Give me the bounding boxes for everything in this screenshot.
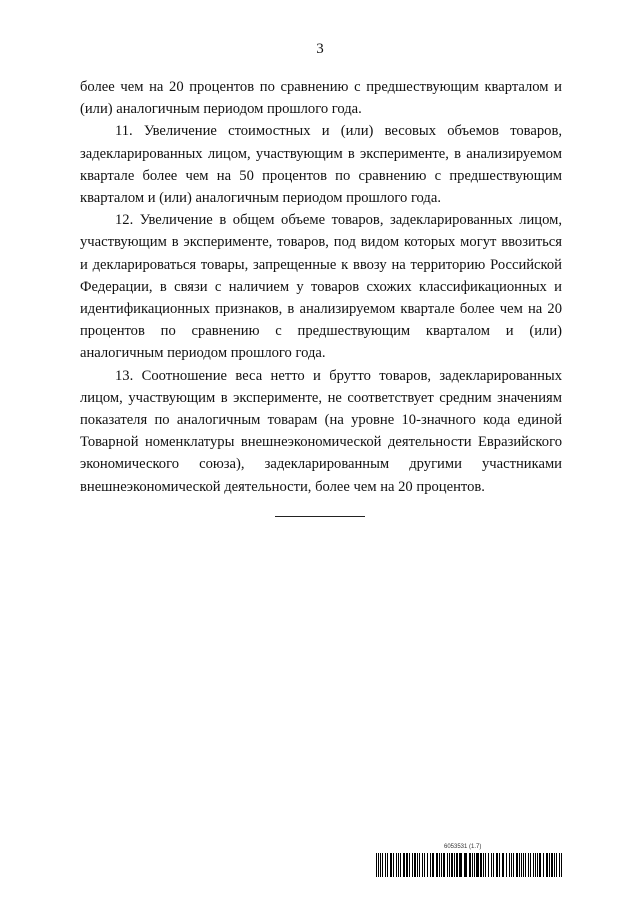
barcode-bar (556, 853, 557, 877)
barcode-bar (378, 853, 379, 877)
barcode-bar (519, 853, 520, 877)
barcode-bar (491, 853, 492, 877)
barcode-bar (376, 853, 377, 877)
document-code: 6053531 (1.7) (444, 844, 482, 850)
barcode-bar (390, 853, 392, 877)
barcode-bar (412, 853, 413, 877)
barcode-bar (398, 853, 399, 877)
barcode-bar (551, 853, 553, 877)
barcode-bar (496, 853, 498, 877)
barcode-bar (432, 853, 434, 877)
barcode-bar (456, 853, 458, 877)
barcode-bar (476, 853, 479, 877)
barcode-bar (409, 853, 410, 877)
barcode-bar (535, 853, 536, 877)
barcode-bar (396, 853, 397, 877)
barcode-bar (554, 853, 555, 877)
barcode-bar (380, 853, 381, 877)
barcode-bar (521, 853, 522, 877)
barcode-bar (543, 853, 544, 877)
barcode-bar (539, 853, 541, 877)
barcode-bar (385, 853, 386, 877)
barcode-bar (424, 853, 425, 877)
barcode-bar (403, 853, 405, 877)
barcode-bar (549, 853, 550, 877)
barcode-bar (474, 853, 475, 877)
barcode-bar (449, 853, 450, 877)
barcode-bar (472, 853, 473, 877)
barcode-bar (511, 853, 512, 877)
barcode-bar (506, 853, 507, 877)
barcode-bar (393, 853, 394, 877)
barcode-bar (419, 853, 420, 877)
end-divider-line (275, 516, 365, 517)
barcode-bar (387, 853, 388, 877)
barcode-bar (406, 853, 408, 877)
paragraph-item-11: 11. Увеличение стоимостных и (или) весовых объемов товаров, задекларированных лицом, участвующим в эксперименте, в анализируемом квартале более чем на 50 процентов по сравнению с предшествующим кварталом и (или) аналогичным периодом прошлого года. (80, 123, 562, 207)
barcode-bar (528, 853, 529, 877)
barcode-bar (469, 853, 471, 877)
paragraph-item-13: 13. Соотношение веса нетто и брутто товаров, задекларированных лицом, участвующим в эксперименте, не соответствует средним значениям показателя по аналогичным товарам (на уровне 10-значного кода единой Товарной номенклатуры внешнеэкономической деятельности Евразийского экономического союза), задекларированным другими участниками внешнеэкономической деятельности, более чем на 20 процентов. (80, 367, 562, 495)
barcode-bar (400, 853, 401, 877)
barcode-bar (382, 853, 383, 877)
barcode-bar (513, 853, 514, 877)
barcode-bar (464, 853, 467, 877)
barcode-bar (414, 853, 416, 877)
barcode-bar (439, 853, 440, 877)
barcode-bar (447, 853, 448, 877)
barcode-bar (436, 853, 438, 877)
barcode-bar (451, 853, 453, 877)
barcode (376, 853, 562, 877)
document-body (80, 76, 562, 498)
barcode-bar (441, 853, 442, 877)
barcode-bar (443, 853, 445, 877)
barcode-bar (533, 853, 534, 877)
barcode-bar (427, 853, 428, 877)
page-number: 3 (316, 41, 324, 57)
barcode-bar (480, 853, 482, 877)
barcode-bar (417, 853, 418, 877)
paragraph-continuation: более чем на 20 процентов по сравнению с предшествующим кварталом и (или) аналогичным периодом прошлого года. (80, 79, 562, 118)
barcode-bar (454, 853, 455, 877)
barcode-bar (493, 853, 494, 877)
barcode-bar (499, 853, 500, 877)
barcode-bar (483, 853, 484, 877)
barcode-bar (422, 853, 423, 877)
barcode-bar (488, 853, 489, 877)
barcode-bar (525, 853, 526, 877)
barcode-bar (546, 853, 548, 877)
barcode-bar (559, 853, 560, 877)
barcode-bar (523, 853, 524, 877)
barcode-bar (530, 853, 531, 877)
barcode-bar (537, 853, 538, 877)
barcode-bar (430, 853, 431, 877)
barcode-bar (561, 853, 562, 877)
barcode-bar (502, 853, 504, 877)
barcode-bar (509, 853, 510, 877)
barcode-bar (485, 853, 486, 877)
paragraph-item-12: 12. Увеличение в общем объеме товаров, задекларированных лицом, участвующим в эксперименте, товаров, под видом которых могут ввозиться и декларироваться товары, запрещенные к ввозу на территорию Российской Федерации, в связи с наличием у товаров схожих классификационных и идентификационных признаков, в анализируемом квартале более чем на 20 процентов по сравнению с предшествующим кварталом и (или) аналогичным периодом прошлого года. (80, 212, 562, 362)
barcode-bar (459, 853, 462, 877)
barcode-bar (516, 853, 518, 877)
